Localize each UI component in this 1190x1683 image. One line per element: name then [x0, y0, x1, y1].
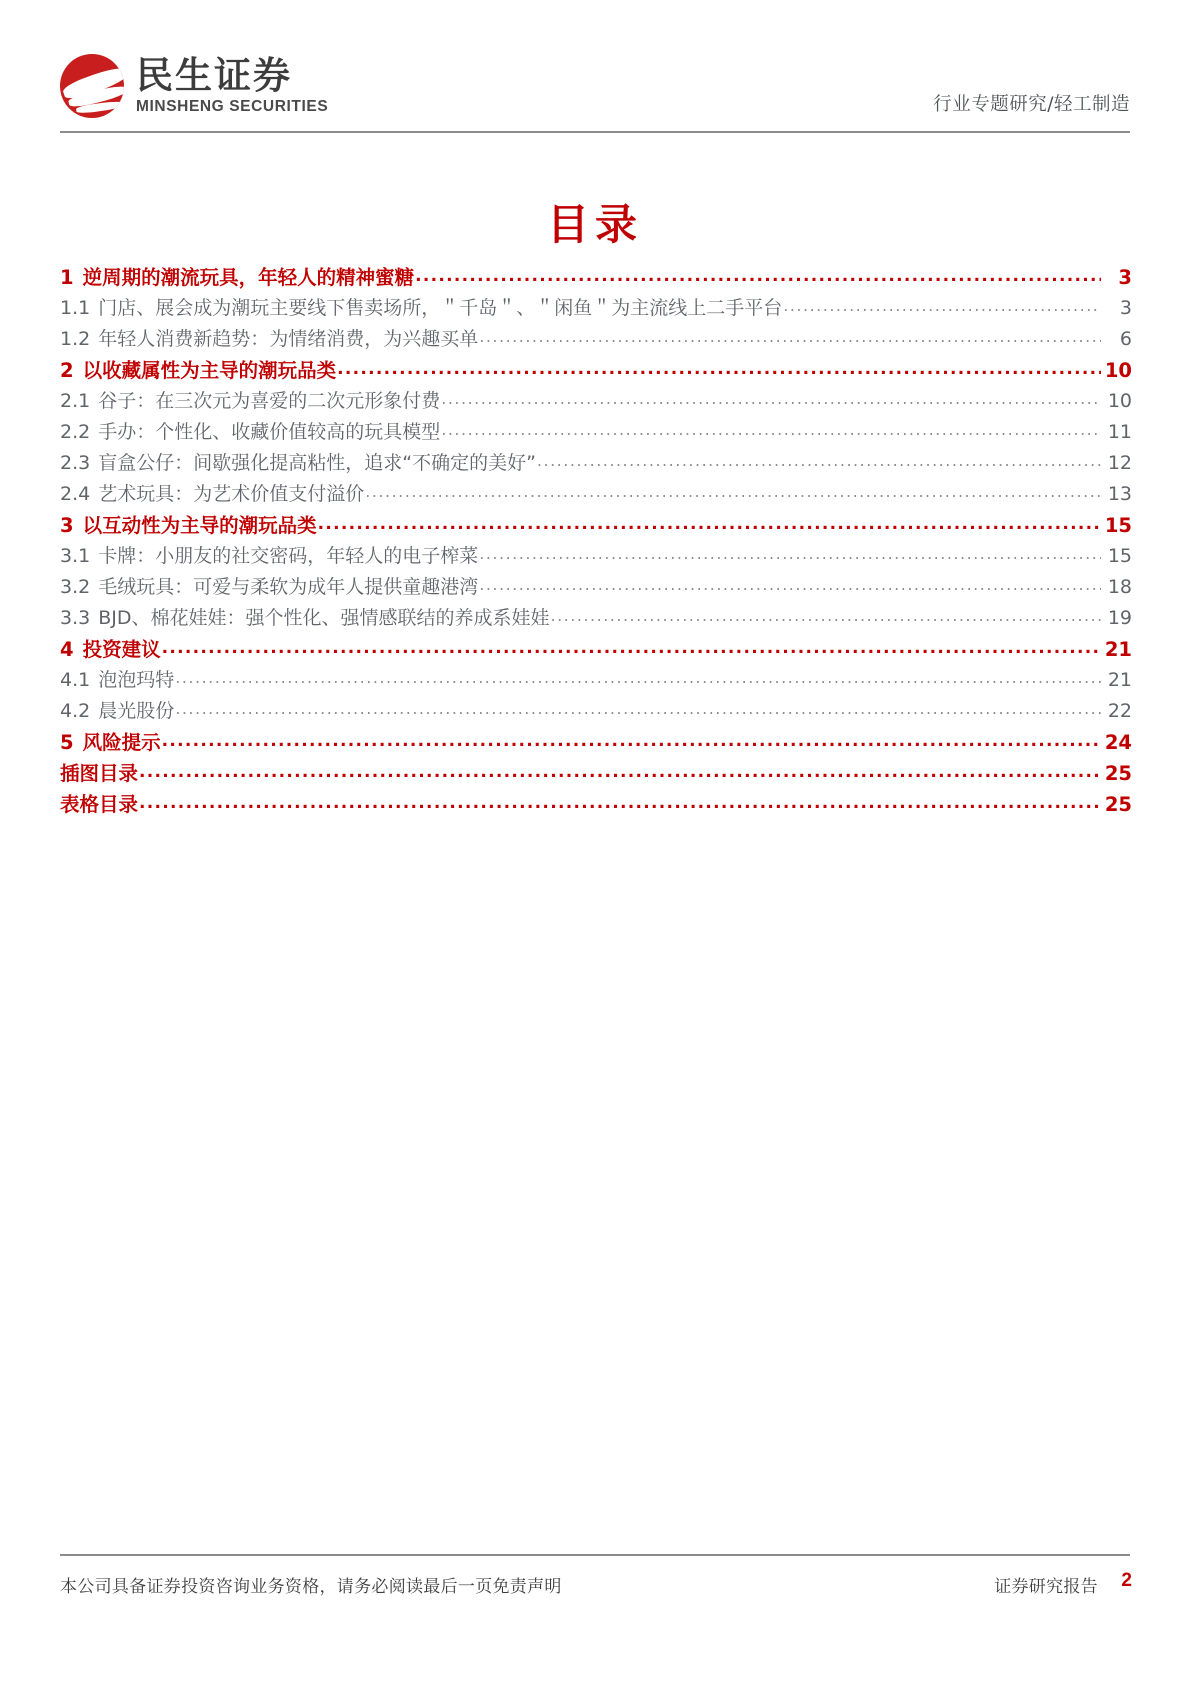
toc-entry-label — [60, 727, 161, 755]
toc-entry-text: 逆周期的潮流玩具，年轻人的精神蜜糖 — [82, 266, 415, 289]
footer-page-number: 2 — [1121, 1570, 1132, 1591]
brand-logo — [60, 54, 328, 118]
toc-leader-dots — [162, 728, 1101, 751]
toc-entry-label — [60, 386, 440, 413]
toc-entry-page: 18 — [1107, 576, 1132, 598]
toc-entry-label — [60, 262, 414, 290]
toc-entry-label — [60, 448, 536, 475]
toc-leader-dots — [365, 480, 1101, 502]
toc-entry-label — [60, 603, 550, 630]
toc-leader-dots — [441, 418, 1101, 440]
toc-leader-dots — [175, 666, 1101, 688]
toc-entry-page: 12 — [1107, 452, 1132, 474]
toc-entry-page: 3 — [1118, 266, 1132, 289]
toc-entry-page: 25 — [1104, 762, 1132, 785]
toc-entry-number: 1.2 — [60, 328, 91, 350]
toc-entry[interactable] — [60, 510, 1132, 541]
toc-entry-page: 11 — [1107, 421, 1132, 443]
toc-entry[interactable] — [60, 479, 1132, 510]
toc-entry-text: 以互动性为主导的潮玩品类 — [82, 514, 317, 537]
toc-entry-label — [60, 634, 161, 662]
toc-leader-dots — [537, 449, 1101, 471]
header-category: 行业专题研究/轻工制造 — [933, 94, 1130, 115]
toc-entry[interactable] — [60, 324, 1132, 355]
toc-entry-number: 1.1 — [60, 297, 91, 319]
toc-entry-page: 13 — [1107, 483, 1132, 505]
toc-entry-page: 15 — [1104, 514, 1132, 537]
toc-leader-dots — [415, 263, 1101, 286]
toc-entry-number: 3.1 — [60, 545, 91, 567]
page-header — [60, 48, 1130, 136]
toc-entry[interactable] — [60, 572, 1132, 603]
toc-leader-dots — [479, 573, 1101, 595]
toc-leader-dots — [783, 294, 1101, 316]
toc-entry-label — [60, 758, 138, 786]
header-divider — [60, 131, 1130, 133]
toc-entry-page: 22 — [1107, 700, 1132, 722]
toc-entry-label — [60, 417, 440, 444]
minsheng-logo-icon — [60, 54, 124, 118]
toc-entry-number: 1 — [60, 266, 74, 289]
toc-entry-text: 卡牌：小朋友的社交密码，年轻人的电子榨菜 — [98, 545, 479, 567]
toc-entry[interactable] — [60, 696, 1132, 727]
toc-entry-text: 毛绒玩具：可爱与柔软为成年人提供童趣港湾 — [98, 576, 479, 598]
toc-entry-label — [60, 324, 478, 351]
toc-leader-dots — [175, 697, 1101, 719]
toc-leader-dots — [318, 511, 1101, 534]
toc-entry-number: 2.2 — [60, 421, 91, 443]
toc-entry-text: 晨光股份 — [98, 700, 175, 722]
toc-entry[interactable] — [60, 634, 1132, 665]
toc-entry-number: 2 — [60, 359, 74, 382]
toc-entry-page: 10 — [1107, 390, 1132, 412]
toc-entry-number: 4.2 — [60, 700, 91, 722]
toc-entry-page: 21 — [1107, 669, 1132, 691]
toc-entry-text: 门店、展会成为潮玩主要线下售卖场所，＂千岛＂、＂闲鱼＂为主流线上二手平台 — [98, 297, 783, 319]
brand-name-en: MINSHENG SECURITIES — [136, 98, 329, 116]
toc-entry-text: 谷子：在三次元为喜爱的二次元形象付费 — [98, 390, 441, 412]
footer-report-label: 证券研究报告 — [994, 1577, 1098, 1597]
toc-entry-text: 手办：个性化、收藏价值较高的玩具模型 — [98, 421, 441, 443]
toc-entry-label — [60, 479, 364, 506]
toc-entry-page: 6 — [1119, 328, 1132, 350]
toc-entry-text: 艺术玩具：为艺术价值支付溢价 — [98, 483, 365, 505]
toc-entry-label — [60, 355, 336, 383]
footer-disclaimer: 本公司具备证券投资咨询业务资格，请务必阅读最后一页免责声明 — [60, 1577, 562, 1597]
toc-entry-page: 25 — [1104, 793, 1132, 816]
toc-leader-dots — [139, 790, 1101, 813]
toc-leader-dots — [551, 604, 1102, 626]
toc-entry-text: 以收藏属性为主导的潮玩品类 — [82, 359, 337, 382]
toc-entry[interactable] — [60, 665, 1132, 696]
toc-leader-dots — [479, 542, 1101, 564]
toc-entry-page: 10 — [1104, 359, 1132, 382]
toc-leader-dots — [441, 387, 1101, 409]
table-of-contents — [60, 262, 1132, 820]
toc-entry[interactable] — [60, 448, 1132, 479]
toc-entry-page: 19 — [1107, 607, 1132, 629]
toc-entry-number: 3 — [60, 514, 74, 537]
toc-entry-text: BJD、棉花娃娃：强个性化、强情感联结的养成系娃娃 — [98, 607, 550, 629]
toc-entry-page: 24 — [1104, 731, 1132, 754]
toc-entry-number: 4.1 — [60, 669, 91, 691]
toc-entry-number: 2.1 — [60, 390, 91, 412]
toc-entry-number: 3.2 — [60, 576, 91, 598]
toc-entry-number: 5 — [60, 731, 74, 754]
toc-entry-text: 年轻人消费新趋势：为情绪消费，为兴趣买单 — [98, 328, 479, 350]
toc-entry-number: 4 — [60, 638, 74, 661]
toc-entry-label — [60, 541, 478, 568]
toc-leader-dots — [337, 356, 1101, 379]
toc-entry-label — [60, 696, 174, 723]
brand-name-cn: 民生证券 — [136, 54, 292, 98]
toc-leader-dots — [139, 759, 1101, 782]
toc-entry-label — [60, 572, 478, 599]
toc-entry[interactable] — [60, 262, 1132, 293]
toc-entry-page: 15 — [1107, 545, 1132, 567]
toc-entry[interactable] — [60, 386, 1132, 417]
toc-entry-label — [60, 665, 174, 692]
toc-entry-text: 盲盒公仔：间歇强化提高粘性，追求“不确定的美好” — [98, 452, 536, 474]
toc-leader-dots — [479, 325, 1101, 347]
toc-entry-number: 2.3 — [60, 452, 91, 474]
toc-entry[interactable] — [60, 355, 1132, 386]
toc-entry-label — [60, 510, 317, 538]
toc-entry[interactable] — [60, 417, 1132, 448]
toc-entry-text: 风险提示 — [82, 731, 161, 754]
toc-entry-text: 插图目录 — [60, 762, 139, 785]
toc-entry-label — [60, 789, 138, 817]
footer-divider — [60, 1554, 1130, 1556]
toc-leader-dots — [162, 635, 1101, 658]
toc-entry[interactable] — [60, 727, 1132, 758]
toc-entry[interactable] — [60, 758, 1132, 789]
toc-entry-page: 21 — [1104, 638, 1132, 661]
toc-entry-text: 表格目录 — [60, 793, 139, 816]
toc-entry-number: 3.3 — [60, 607, 91, 629]
toc-entry[interactable] — [60, 789, 1132, 820]
brand-logo-text — [136, 54, 329, 116]
toc-entry-number: 2.4 — [60, 483, 91, 505]
toc-entry-text: 泡泡玛特 — [98, 669, 175, 691]
toc-entry-label — [60, 293, 782, 320]
toc-entry[interactable] — [60, 603, 1132, 634]
toc-entry-text: 投资建议 — [82, 638, 161, 661]
toc-entry-page: 3 — [1119, 297, 1132, 319]
toc-entry[interactable] — [60, 541, 1132, 572]
page-title: 目录 — [546, 200, 643, 249]
toc-entry[interactable] — [60, 293, 1132, 324]
